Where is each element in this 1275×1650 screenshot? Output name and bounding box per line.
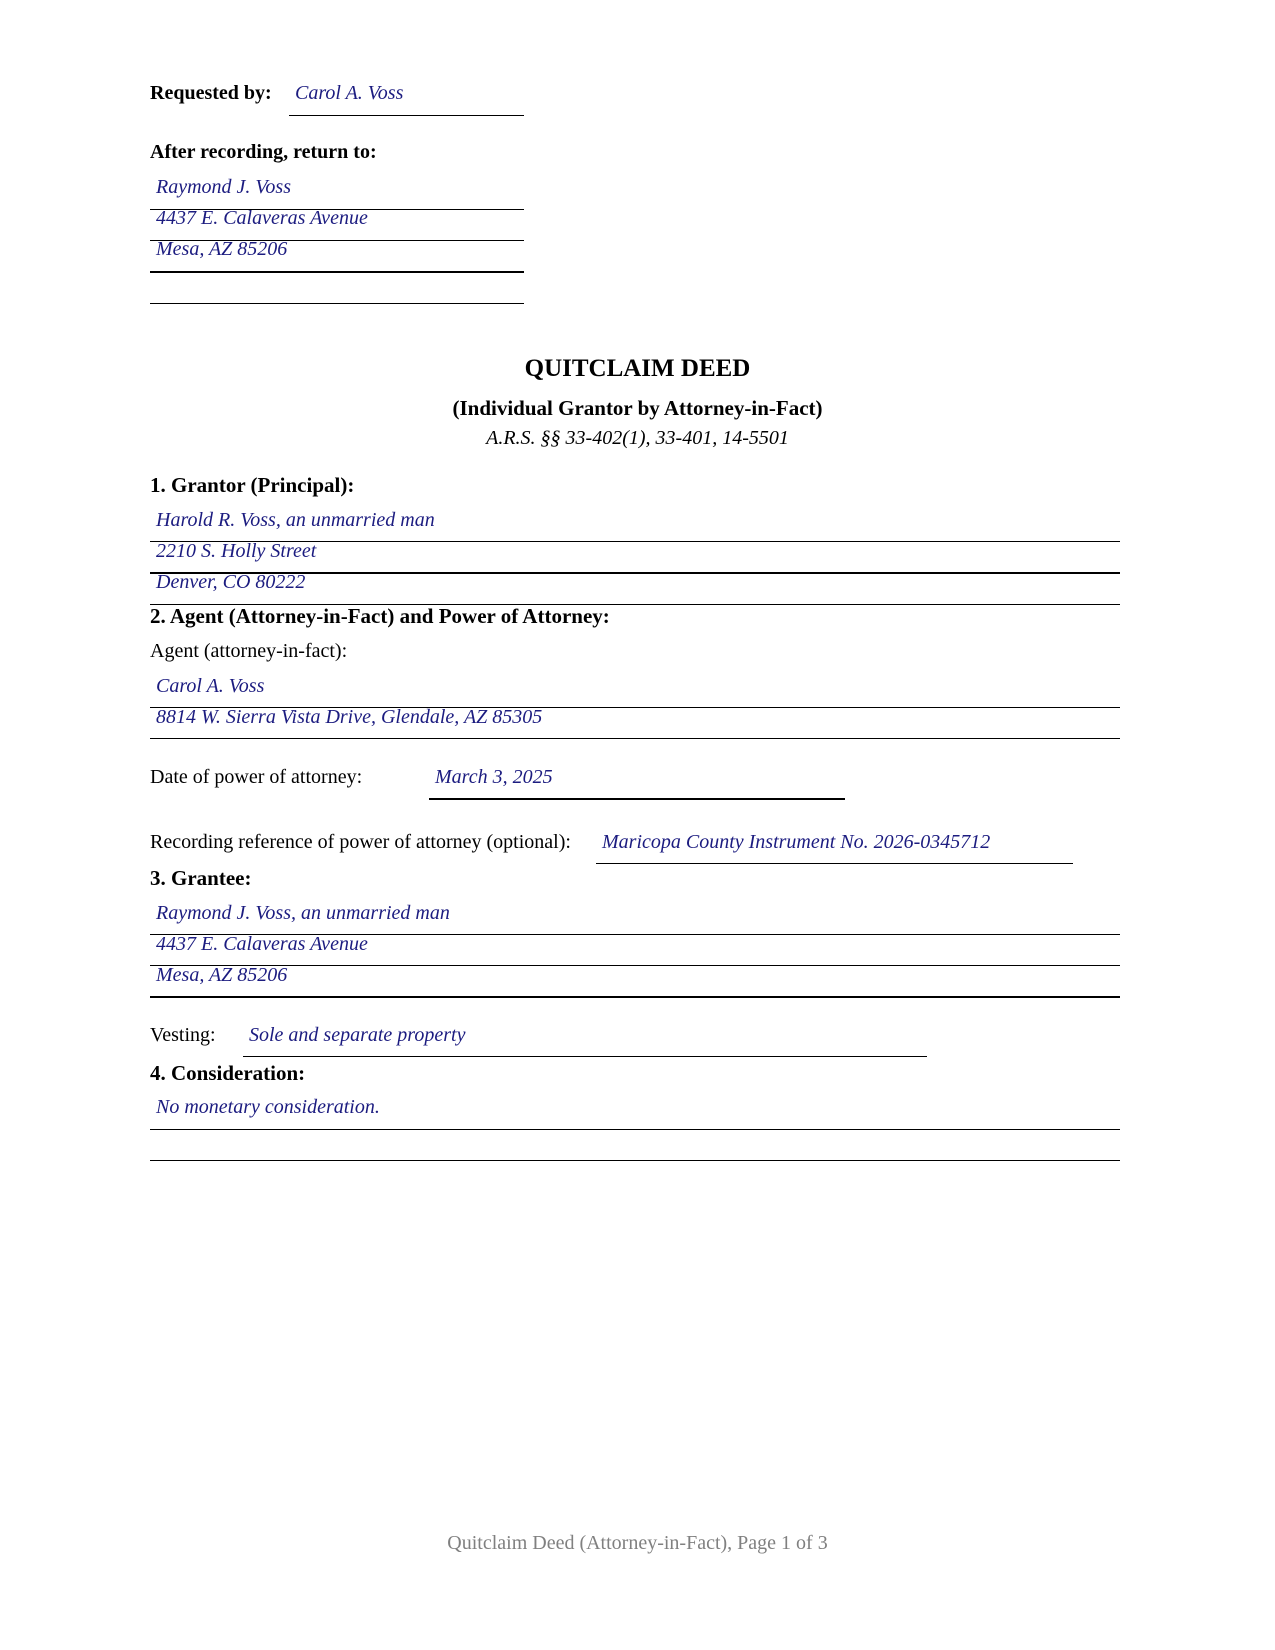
grantee-line-1[interactable]: Raymond J. Voss, an unmarried man	[156, 902, 450, 924]
consideration-underline-1	[150, 1129, 1120, 1130]
agent-underline-2	[150, 738, 1120, 739]
agent-line-1[interactable]: Carol A. Voss	[156, 675, 265, 697]
return-to-line-1[interactable]: Raymond J. Voss	[156, 176, 291, 198]
grantor-line-2[interactable]: 2210 S. Holly Street	[156, 540, 317, 562]
grantee-underline-3	[150, 996, 1120, 998]
requested-by-label: Requested by:	[150, 82, 272, 104]
consideration-underline-2	[150, 1160, 1120, 1161]
vesting-underline	[243, 1056, 927, 1057]
requested-by-underline	[289, 115, 524, 116]
poa-date-underline	[429, 798, 845, 800]
return-to-line-2[interactable]: 4437 E. Calaveras Avenue	[156, 207, 368, 229]
statute-reference: A.R.S. §§ 33-402(1), 33-401, 14-5501	[486, 427, 789, 449]
document-title: QUITCLAIM DEED	[524, 355, 751, 382]
agent-line-2[interactable]: 8814 W. Sierra Vista Drive, Glendale, AZ 85305	[156, 706, 543, 728]
grantor-heading: 1. Grantor (Principal):	[150, 473, 355, 497]
requested-by-field[interactable]: Carol A. Voss	[295, 82, 404, 104]
poa-date-label: Date of power of attorney:	[150, 766, 363, 788]
grantor-line-1[interactable]: Harold R. Voss, an unmarried man	[156, 509, 435, 531]
recording-ref-label: Recording reference of power of attorney (optional):	[150, 831, 571, 853]
grantee-line-3[interactable]: Mesa, AZ 85206	[156, 964, 288, 986]
page-footer: Quitclaim Deed (Attorney-in-Fact), Page 1 of 3	[447, 1532, 828, 1554]
vesting-field[interactable]: Sole and separate property	[249, 1024, 466, 1046]
agent-heading: 2. Agent (Attorney-in-Fact) and Power of Attorney:	[150, 604, 610, 628]
consideration-line-1[interactable]: No monetary consideration.	[156, 1096, 380, 1118]
return-to-line-3[interactable]: Mesa, AZ 85206	[156, 238, 288, 260]
agent-label: Agent (attorney-in-fact):	[150, 640, 348, 662]
recording-ref-underline	[596, 863, 1073, 864]
grantor-line-3[interactable]: Denver, CO 80222	[156, 571, 306, 593]
grantee-heading: 3. Grantee:	[150, 866, 252, 890]
return-to-label: After recording, return to:	[150, 141, 377, 163]
document-subtitle: (Individual Grantor by Attorney-in-Fact)	[452, 396, 823, 420]
consideration-heading: 4. Consideration:	[150, 1061, 306, 1085]
recording-ref-field[interactable]: Maricopa County Instrument No. 2026-0345712	[602, 831, 991, 853]
return-to-underline-3	[150, 271, 524, 273]
return-to-underline-4	[150, 303, 524, 304]
poa-date-field[interactable]: March 3, 2025	[435, 766, 553, 788]
grantee-underline-2	[150, 965, 1120, 966]
vesting-label: Vesting:	[150, 1024, 216, 1046]
grantee-line-2[interactable]: 4437 E. Calaveras Avenue	[156, 933, 368, 955]
